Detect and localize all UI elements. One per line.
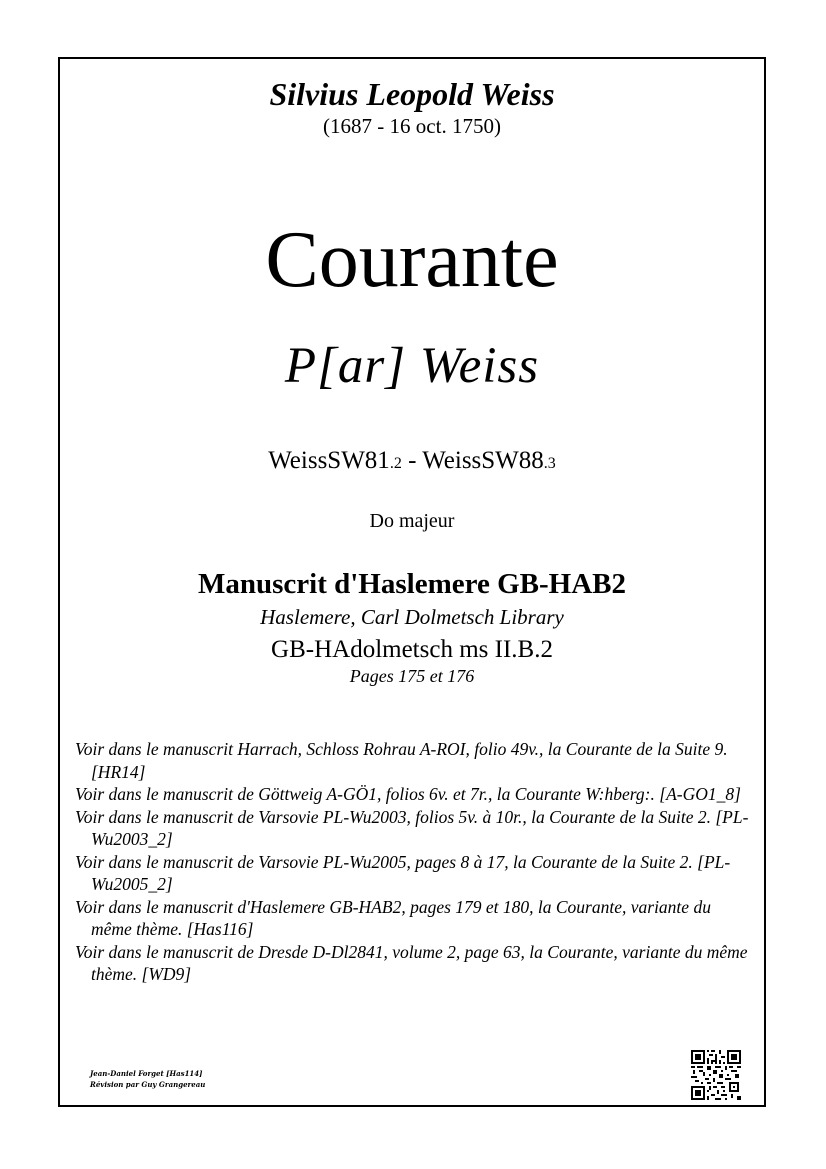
catalog-number-a: WeissSW81 [268, 447, 390, 474]
credit-author: Jean-Daniel Forget [Has114] [90, 1069, 203, 1078]
manuscript-library: Haslemere, Carl Dolmetsch Library [260, 605, 564, 629]
credit-revision: Révision par Guy Grangereau [90, 1080, 206, 1089]
composer-name: Silvius Leopold Weiss [269, 76, 555, 112]
catalog-number-b: WeissSW88 [422, 447, 544, 474]
manuscript-title: Manuscrit d'Haslemere GB-HAB2 [198, 568, 626, 600]
concordance-note: Voir dans le manuscrit de Dresde D-Dl2841, volume 2, page 63, la Courante, variante du même thème. [WD9] [75, 941, 752, 984]
catalog-numbers [58, 447, 766, 475]
piece-key: Do majeur [369, 510, 455, 532]
qr-code-icon [691, 1050, 741, 1100]
concordance-note: Voir dans le manuscrit d'Haslemere GB-HAB2, pages 179 et 180, la Courante, variante du même thème. [Has116] [75, 896, 716, 939]
catalog-number-b-suffix: .3 [543, 455, 556, 472]
concordance-note: Voir dans le manuscrit de Varsovie PL-Wu2005, pages 8 à 17, la Courante de la Suite 2. [PL-Wu2005_2] [75, 851, 731, 894]
manuscript-pages: Pages 175 et 176 [349, 666, 475, 686]
manuscript-shelfmark: GB-HAdolmetsch ms II.B.2 [271, 636, 553, 663]
credits [90, 1068, 205, 1090]
composer-dates: (1687 - 16 oct. 1750) [323, 114, 501, 138]
concordance-notes [75, 738, 755, 986]
concordance-note: Voir dans le manuscrit Harrach, Schloss Rohrau A-ROI, folio 49v., la Courante de la Suite 9. [HR14] [75, 739, 733, 782]
piece-subtitle: P[ar] Weiss [284, 338, 540, 394]
piece-title: Courante [265, 216, 559, 304]
concordance-note: Voir dans le manuscrit de Varsovie PL-Wu2003, folios 5v. à 10r., la Courante de la Suite 2. [PL-Wu2003_2] [75, 806, 749, 849]
catalog-number-a-suffix: .2 [389, 455, 402, 472]
concordance-note: Voir dans le manuscrit de Göttweig A-GÖ1, folios 6v. et 7r., la Courante W:hberg:. [A-GO1_8] [75, 784, 741, 804]
catalog-separator: - [401, 447, 423, 474]
